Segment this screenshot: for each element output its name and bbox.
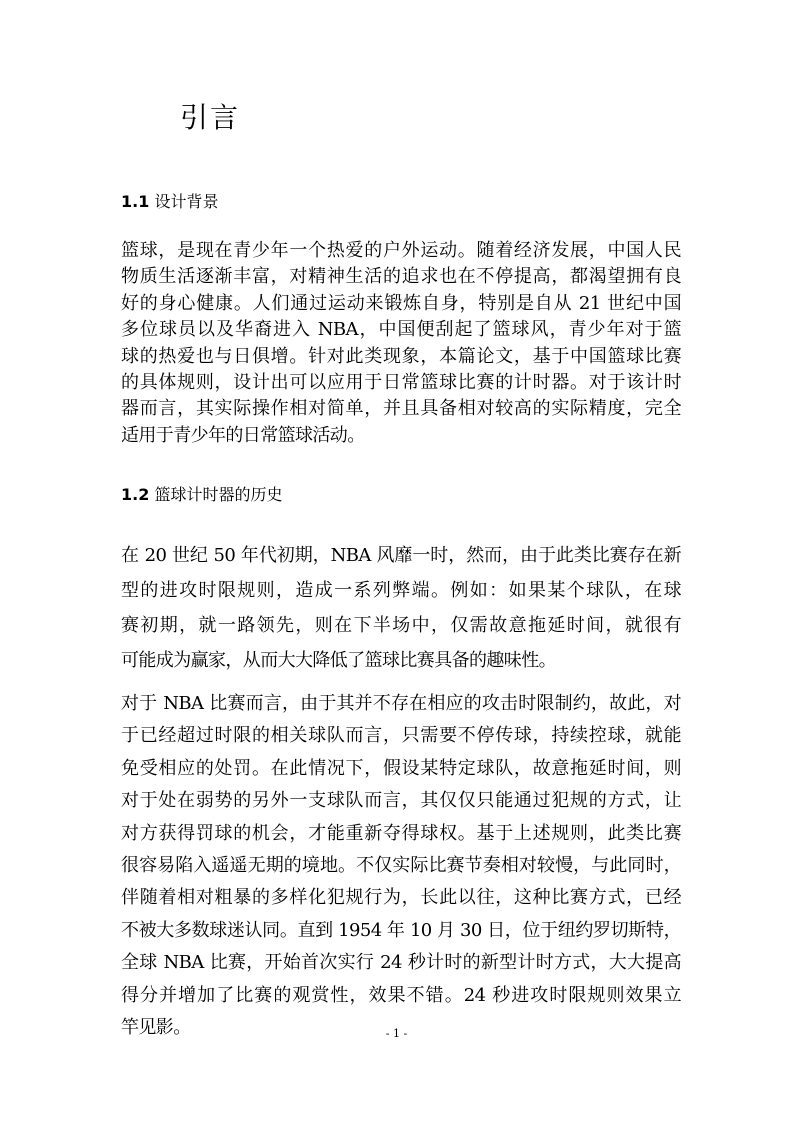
text-line: 物质生活逐渐丰富，对精神生活的追求也在不停提高，都渴望拥有良 <box>121 266 681 288</box>
text-line: 对于处在弱势的另外一支球队而言，其仅仅只能通过犯规的方式，让 <box>121 790 681 812</box>
text-line: 在 20 世纪 50 年代初期，NBA 风靡一时，然而，由于此类比赛存在新 <box>121 545 681 566</box>
section-title: 篮球计时器的历史 <box>154 485 283 504</box>
text-line: 伴随着相对粗暴的多样化犯规行为，长此以往，这种比赛方式，已经 <box>121 887 681 909</box>
paragraph-history-2 <box>121 688 681 1044</box>
text-line: 多位球员以及华裔进入 NBA，中国便刮起了篮球风，青少年对于篮 <box>121 319 681 341</box>
section-heading-1-1 <box>121 191 218 213</box>
text-line: 对于 NBA 比赛而言，由于其并不存在相应的攻击时限制约，故此，对 <box>121 693 681 714</box>
section-number: 1.2 <box>121 485 150 504</box>
text-line: 球的热爱也与日俱增。针对此类现象，本篇论文，基于中国篮球比赛 <box>121 345 681 367</box>
section-title: 设计背景 <box>154 192 219 211</box>
section-number: 1.1 <box>121 192 150 211</box>
text-line: 于已经超过时限的相关球队而言，只需要不停传球，持续控球，就能 <box>121 725 681 747</box>
page-title: 引言 <box>180 101 241 134</box>
page-number: - 1 - <box>385 1027 408 1040</box>
text-line: 很容易陷入遥遥无期的境地。不仅实际比赛节奏相对较慢，与此同时， <box>121 855 681 877</box>
text-line: 篮球，是现在青少年一个热爱的户外运动。随着经济发展，中国人民 <box>121 240 681 261</box>
text-line: 免受相应的处罚。在此情况下，假设某特定球队，故意拖延时间，则 <box>121 757 681 779</box>
text-line: 全球 NBA 比赛，开始首次实行 24 秒计时的新型计时方式，大大提高 <box>121 952 681 974</box>
section-heading-1-2 <box>121 484 282 506</box>
paragraph-history-1 <box>121 538 681 678</box>
text-line: 得分并增加了比赛的观赏性，效果不错。24 秒进攻时限规则效果立 <box>121 984 681 1006</box>
text-line: 的具体规则，设计出可以应用于日常篮球比赛的计时器。对于该计时 <box>121 372 681 394</box>
text-line: 赛初期，就一路领先，则在下半场中，仅需故意拖延时间，就很有 <box>121 615 681 636</box>
text-line: 型的进攻时限规则，造成一系列弊端。例如：如果某个球队，在球 <box>121 580 681 601</box>
text-line: 可能成为赢家，从而大大降低了篮球比赛具备的趣味性。 <box>121 650 556 671</box>
text-line: 对方获得罚球的机会，才能重新夺得球权。基于上述规则，此类比赛 <box>121 822 681 844</box>
text-line: 器而言，其实际操作相对简单，并且具备相对较高的实际精度，完全 <box>121 398 681 420</box>
text-line: 适用于青少年的日常篮球活动。 <box>121 424 365 446</box>
text-line: 好的身心健康。人们通过运动来锻炼自身，特别是自从 21 世纪中国 <box>121 292 681 314</box>
text-line: 竿见影。 <box>121 1017 191 1039</box>
paragraph-design-background <box>121 238 681 449</box>
text-line: 不被大多数球迷认同。直到 1954 年 10 月 30 日，位于纽约罗切斯特， <box>121 919 681 941</box>
